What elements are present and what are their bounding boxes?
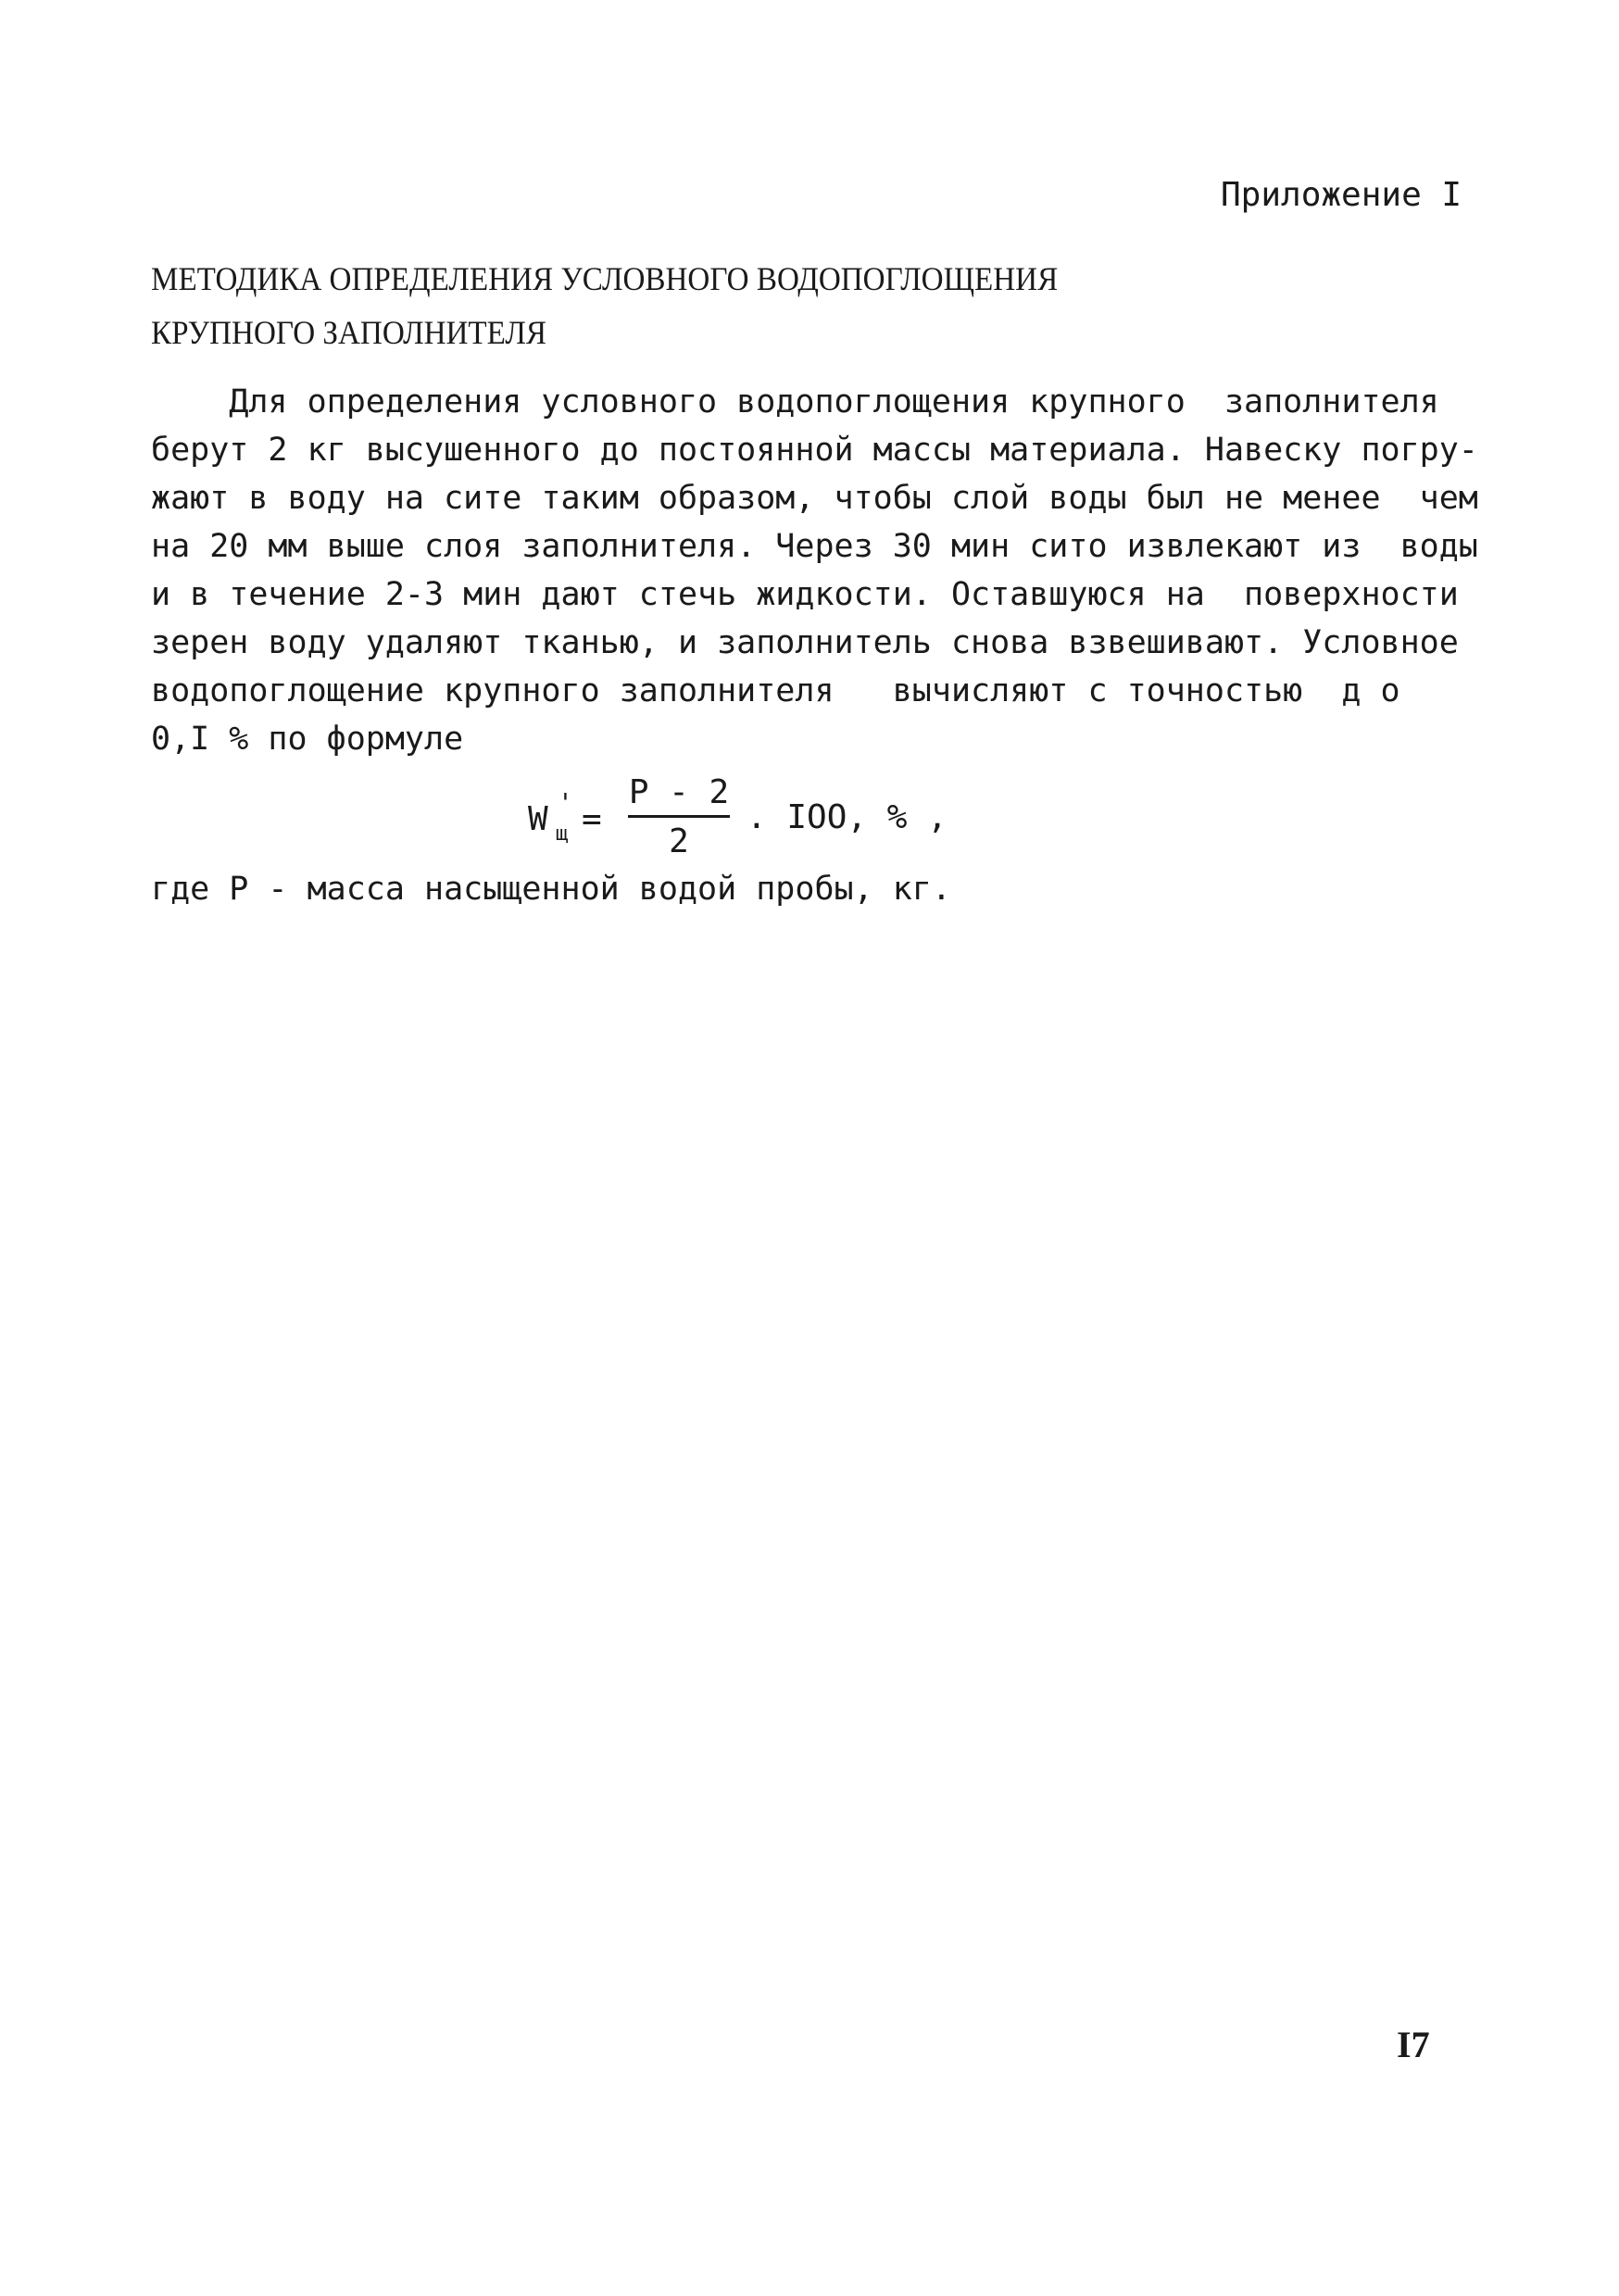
body-line: Для определения условного водопоглощения крупного заполнителя — [151, 383, 1439, 420]
fraction-bar — [628, 815, 730, 818]
formula-fraction — [628, 774, 730, 860]
formula-prime: ' — [558, 787, 573, 818]
body-line: берут 2 кг высушенного до постоянной массы материала. Навеску погру- — [151, 432, 1478, 469]
formula-subscript: щ — [556, 822, 569, 846]
body-line: 0,I % по формуле — [151, 721, 464, 758]
title-line-1: МЕТОДИКА ОПРЕДЕЛЕНИЯ УСЛОВНОГО ВОДОПОГЛОЩЕНИЯ — [151, 260, 1059, 297]
document-title — [151, 252, 1058, 359]
formula-lhs — [528, 787, 602, 846]
body-line: на 20 мм выше слоя заполнителя. Через 30 мин сито извлекают из воды — [151, 528, 1478, 565]
title-line-2: КРУПНОГО ЗАПОЛНИТЕЛЯ — [151, 314, 546, 351]
formula-rest: . IOO, % , — [747, 798, 948, 836]
page-number: I7 — [1397, 2024, 1430, 2065]
formula-denominator: 2 — [669, 822, 689, 860]
formula-variable: W — [528, 800, 548, 838]
formula-equals: = — [582, 800, 602, 838]
body-line: зерен воду удаляют тканью, и заполнитель снова взвешивают. Условное — [151, 624, 1459, 661]
body-line: жают в воду на сите таким образом, чтобы слой воды был не менее чем — [151, 480, 1478, 517]
body-line: и в течение 2-3 мин дают стечь жидкости. Оставшуюся на поверхности — [151, 576, 1459, 613]
body-paragraph — [151, 378, 1485, 763]
formula-explanation: где P - масса насыщенной водой пробы, кг. — [151, 871, 951, 908]
formula-numerator: P - 2 — [628, 773, 730, 811]
body-line: водопоглощение крупного заполнителя вычисляют с точностью д о — [151, 672, 1400, 709]
appendix-label: Приложение I — [1221, 176, 1462, 214]
